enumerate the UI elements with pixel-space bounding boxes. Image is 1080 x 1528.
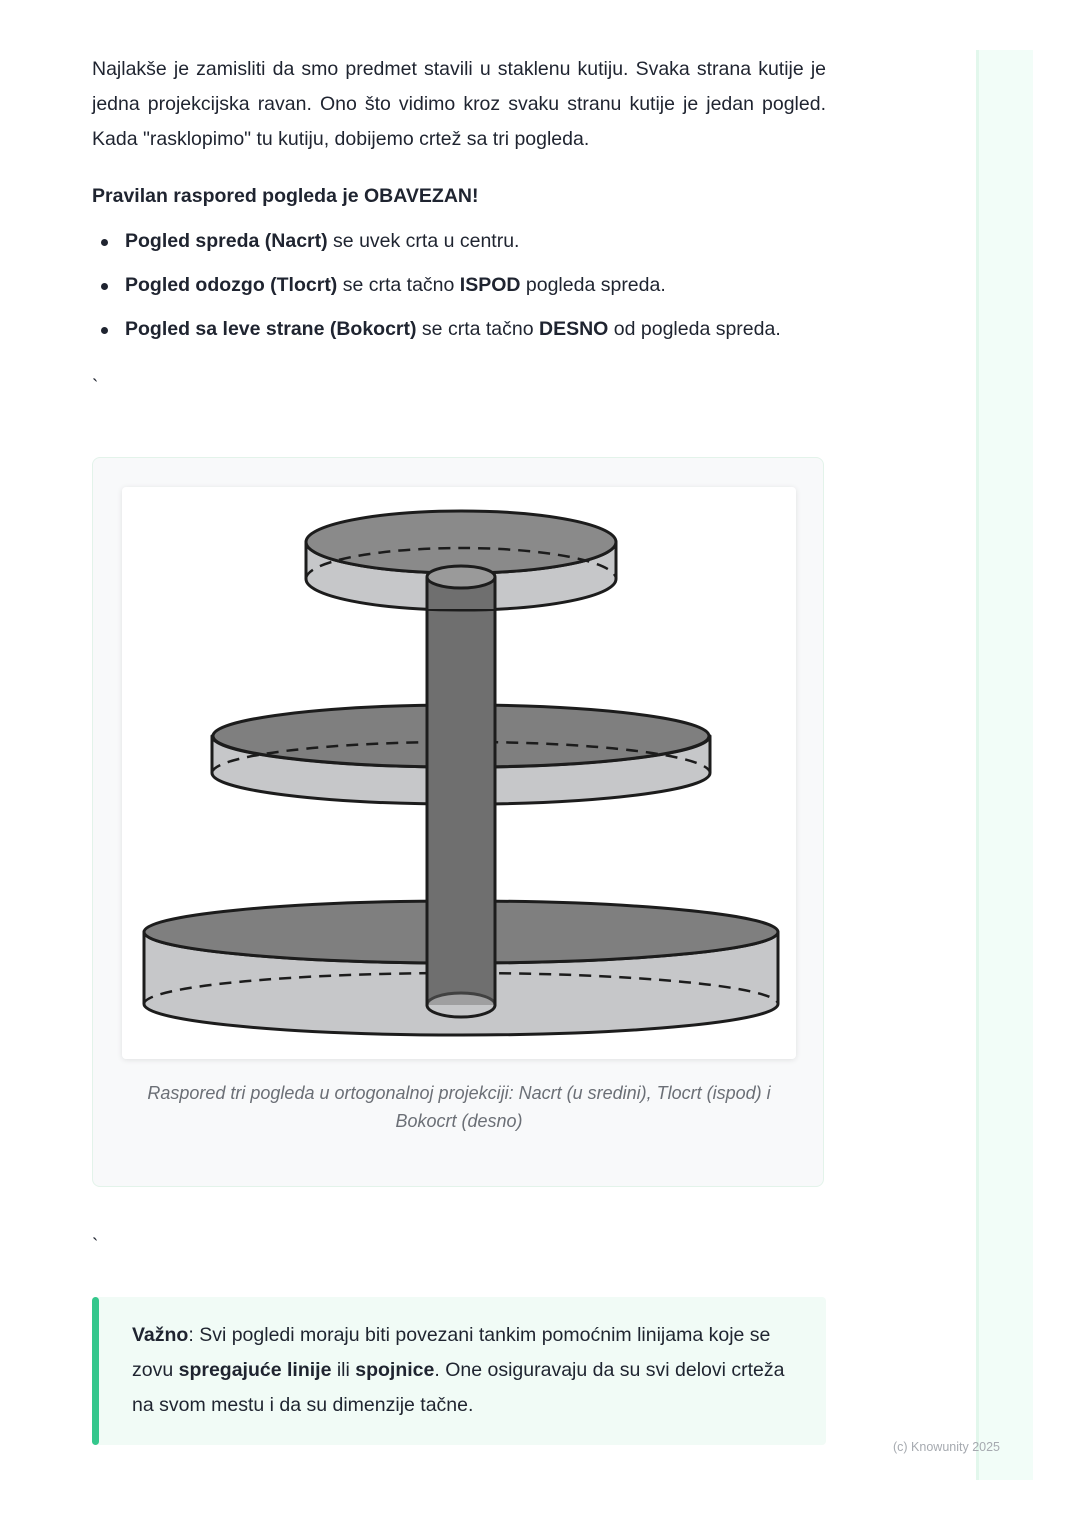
callout-label: Važno — [132, 1324, 189, 1346]
callout-term: spregajuće linije — [178, 1359, 332, 1381]
view-rules-list — [92, 224, 826, 347]
bullet-tail: pogleda spreda. — [520, 274, 666, 296]
stray-backtick: ` — [92, 1236, 99, 1257]
important-note — [92, 1297, 826, 1445]
rule-title: Pravilan raspored pogleda je OBAVEZAN! — [92, 185, 479, 207]
bullet-tail: od pogleda spreda. — [608, 318, 781, 340]
bullet-icon — [101, 283, 108, 290]
side-strip — [976, 50, 1033, 1480]
callout-text — [132, 1318, 796, 1423]
tiered-stand-illustration — [122, 487, 796, 1059]
bullet-text: se crta tačno — [337, 274, 460, 296]
callout-accent-bar — [92, 1297, 99, 1445]
figure-image — [122, 487, 796, 1059]
bullet-icon — [101, 327, 108, 334]
figure-caption: Raspored tri pogleda u ortogonalnoj projekciji: Nacrt (u sredini), Tlocrt (ispod) i Bokocrt (desno) — [147, 1083, 771, 1131]
bullet-text: se uvek crta u centru. — [327, 230, 520, 252]
bullet-bold: Pogled sa leve strane (Bokocrt) — [125, 318, 417, 340]
callout-text-part: : Svi pogledi moraju biti povezani tankim pomoćnim linijama koje se zovu — [132, 1324, 771, 1381]
bullet-bold: Pogled spreda (Nacrt) — [125, 230, 328, 252]
intro-paragraph: Najlakše je zamisliti da smo predmet stavili u staklenu kutiju. Svaka strana kutije je jedna projekcijska ravan. Ono što vidimo kroz svaku stranu kutije je jedan pogled. Kada "rasklopimo" tu kutiju, dobijemo crtež sa tri pogleda. — [92, 58, 826, 150]
callout-text-part: . One osiguravaju da su svi delovi crteža na svom mestu i da su dimenzije tačne. — [132, 1359, 785, 1416]
copyright: (c) Knowunity 2025 — [893, 1440, 1001, 1454]
list-item — [92, 312, 826, 347]
bullet-bold: Pogled odozgo (Tlocrt) — [125, 274, 338, 296]
list-item — [92, 268, 826, 303]
bullet-emphasis: ISPOD — [459, 274, 521, 296]
bullet-text: se crta tačno — [416, 318, 539, 340]
callout-term: spojnice — [355, 1359, 435, 1381]
list-item — [92, 224, 826, 259]
stray-backtick: ` — [92, 377, 99, 398]
bullet-icon — [101, 239, 108, 246]
callout-text-part: ili — [331, 1359, 356, 1381]
figure-card — [92, 457, 824, 1187]
bullet-emphasis: DESNO — [539, 318, 609, 340]
main-content — [92, 52, 826, 356]
